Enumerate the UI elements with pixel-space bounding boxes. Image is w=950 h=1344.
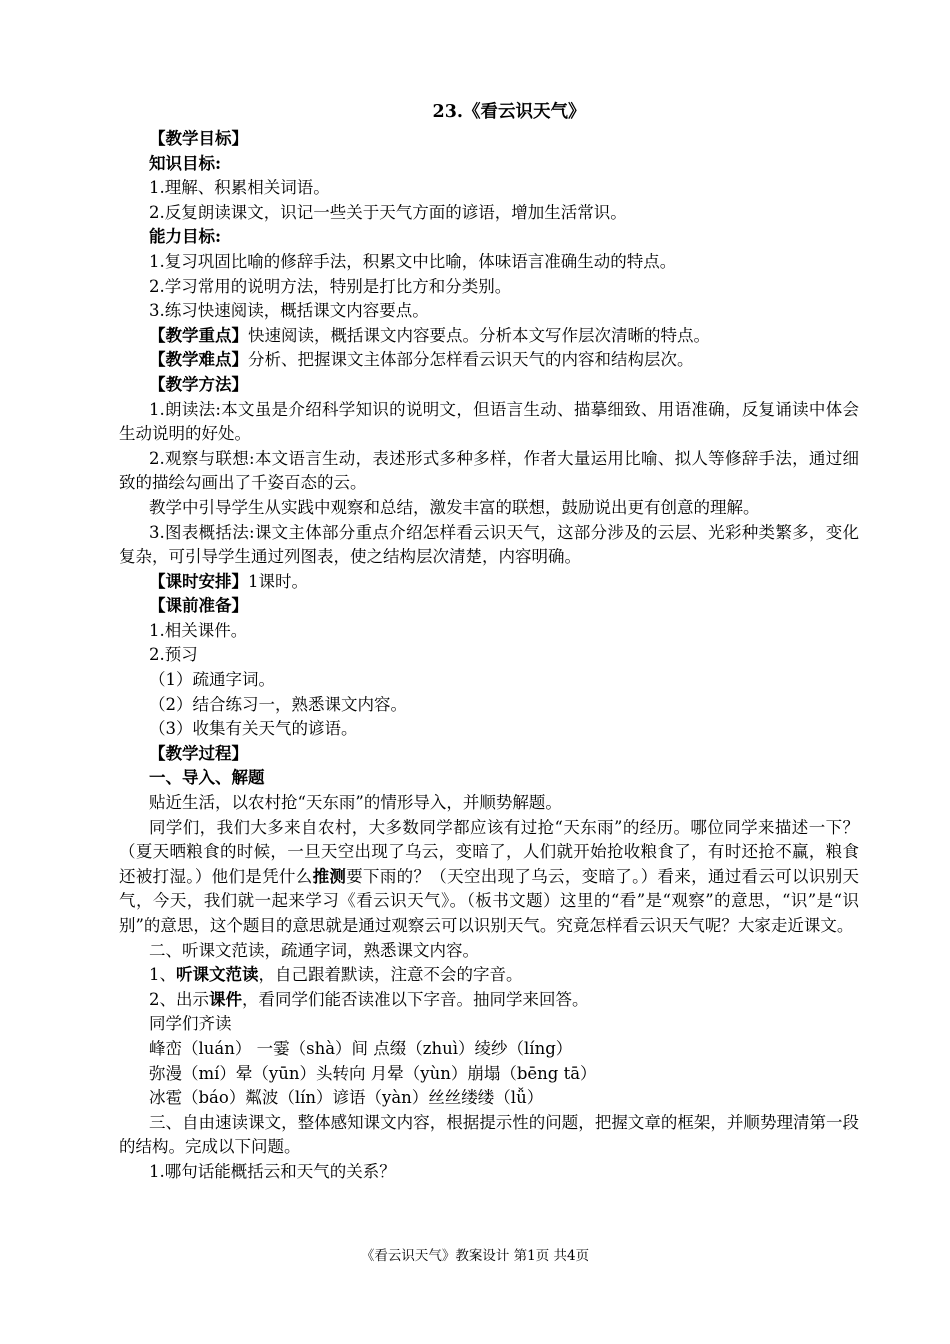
section-2-item-emphasis: 课件: [209, 989, 242, 1009]
section-2-item: [119, 988, 859, 1013]
difficult-point-label: 【教学难点】: [149, 350, 248, 370]
section-2-item-text: 2、出示: [149, 989, 209, 1009]
section-2-item: [119, 963, 859, 988]
section-1-text-b: 要下雨的？（天空出现了乌云，变暗了。）看来，通过看云可以识别天气，今天，我们就一起来学习《看云识天气》。（板书文题）这里的“看”是“观察”的意思，“识”是“识别”的意思，这个题目的意思就是通过观察云可以识别天气。究竟怎样看云识天气呢？大家走近课文。: [119, 866, 860, 935]
difficult-point-text: 分析、把握课文主体部分怎样看云识天气的内容和结构层次。: [248, 350, 694, 370]
prep-item: 2.预习: [149, 645, 198, 665]
ability-heading: 能力目标:: [149, 227, 222, 247]
knowledge-item: 1.理解、积累相关词语。: [149, 178, 330, 198]
section-2-item-emphasis: 听课文范读: [176, 965, 259, 985]
schedule-label: 【课时安排】: [149, 571, 248, 591]
ability-item: 2.学习常用的说明方法，特别是打比方和分类别。: [149, 276, 512, 296]
ability-item: 1.复习巩固比喻的修辞手法，积累文中比喻，体味语言准确生动的特点。: [149, 251, 677, 271]
schedule-text: 1课时。: [248, 571, 308, 591]
section-1-emphasis: 推测: [312, 866, 347, 886]
difficult-point: [119, 348, 859, 373]
section-2-item-text: ，自己跟着默读，注意不会的字音。: [258, 965, 523, 985]
section-1-paragraph: [119, 816, 859, 939]
prep-item: （2）结合练习一，熟悉课文内容。: [149, 694, 407, 714]
page-title: 23.《看云识天气》: [432, 102, 586, 122]
question-1: 1.哪句话能概括云和天气的关系？: [149, 1161, 396, 1181]
pronunciation-line: 弥漫（mí）晕（yūn）头转向 月晕（yùn）崩塌（bēng tā）: [149, 1063, 597, 1083]
knowledge-heading: 知识目标:: [149, 153, 222, 173]
key-point-text: 快速阅读，概括课文内容要点。分析本文写作层次清晰的特点。: [248, 325, 710, 345]
process-heading: 【教学过程】: [149, 743, 248, 763]
ability-item: 3.练习快速阅读，概括课文内容要点。: [149, 301, 429, 321]
prep-heading: 【课前准备】: [149, 596, 248, 616]
prep-item: （1）疏通字词。: [149, 670, 275, 690]
method-paragraph-1: 1.朗读法:本文虽是介绍科学知识的说明文，但语言生动、描摹细致、用语准确，反复诵读中体会生动说明的好处。: [119, 399, 859, 444]
key-point-label: 【教学重点】: [149, 325, 248, 345]
key-point: [119, 324, 859, 349]
pronunciation-line: 冰雹（báo）粼波（lín）谚语（yàn）丝丝缕缕（lǚ）: [149, 1088, 544, 1108]
prep-item: 1.相关课件。: [149, 620, 248, 640]
section-2-item-text: ，看同学们能否读准以下字音。抽同学来回答。: [242, 989, 589, 1009]
section-1-intro: 贴近生活，以农村抢“天东雨”的情形导入，并顺势解题。: [149, 793, 562, 813]
section-1-heading: 一、导入、解题: [149, 768, 265, 788]
section-3-paragraph: 三、自由速读课文，整体感知课文内容，根据提示性的问题，把握文章的框架，并顺势理清第一段的结构。完成以下问题。: [119, 1112, 859, 1157]
prep-item: （3）收集有关天气的谚语。: [149, 719, 358, 739]
read-together: 同学们齐读: [149, 1014, 232, 1034]
method-heading: 【教学方法】: [149, 374, 248, 394]
section-1-text-a: 同学们，我们大多来自农村，大多数同学都应该有过抢“天东雨”的经历。哪位同学来描述一下？（夏天晒粮食的时候，一旦天空出现了乌云，变暗了，人们就开始抢收粮食了，有时还抢不赢，粮食还被打湿。）他们是凭什么: [119, 817, 859, 886]
section-2-heading: 二、听课文范读，疏通字词，熟悉课文内容。: [149, 940, 479, 960]
method-paragraph-3: 3.图表概括法:课文主体部分重点介绍怎样看云识天气，这部分涉及的云层、光彩种类繁多，变化复杂，可引导学生通过列图表，使之结构层次清楚，内容明确。: [119, 522, 859, 567]
page-footer: 《看云识天气》教案设计 第1页 共4页: [360, 1248, 590, 1264]
document-body: [119, 97, 859, 1185]
schedule: [119, 570, 859, 595]
knowledge-item: 2.反复朗读课文，识记一些关于天气方面的谚语，增加生活常识。: [149, 202, 627, 222]
section-2-item-number: 1、: [149, 965, 176, 985]
method-paragraph-2: 2.观察与联想:本文语言生动，表述形式多种多样，作者大量运用比喻、拟人等修辞手法，通过细致的描绘勾画出了千姿百态的云。: [119, 448, 859, 493]
pronunciation-line: 峰峦（luán） 一霎（shà）间 点缀（zhuì）绫纱（líng）: [149, 1038, 573, 1058]
method-paragraph-2b: 教学中引导学生从实践中观察和总结，激发丰富的联想，鼓励说出更有创意的理解。: [149, 497, 760, 517]
objectives-heading: 【教学目标】: [149, 129, 248, 148]
